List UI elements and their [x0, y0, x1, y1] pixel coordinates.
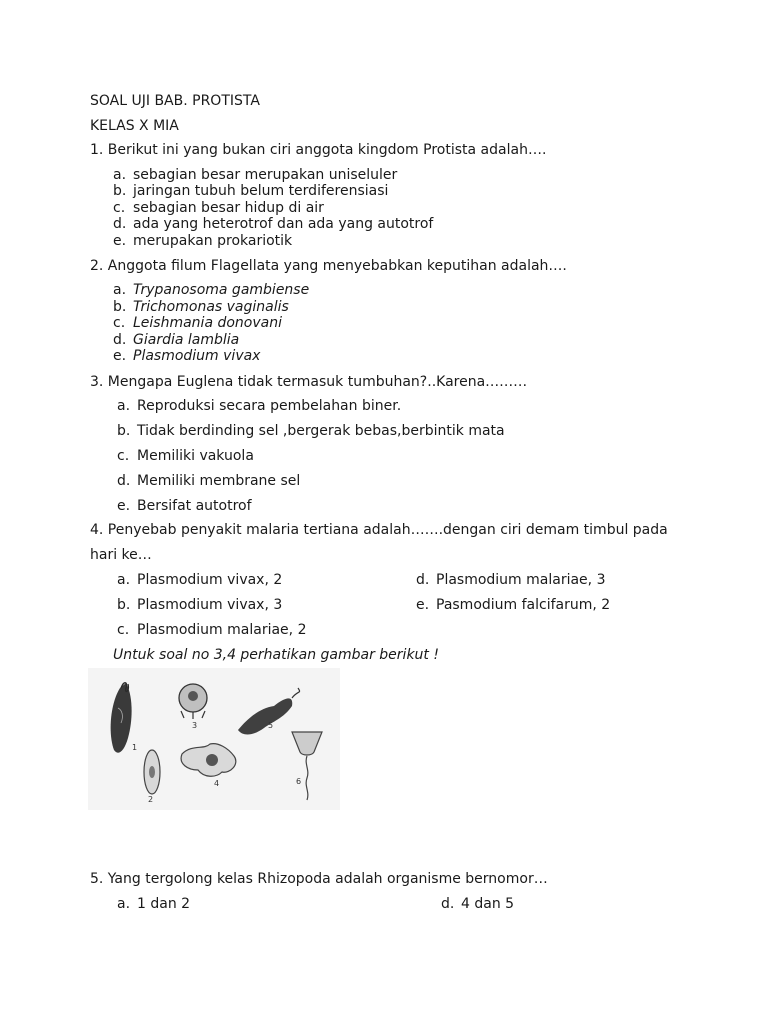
q1-option-e: e. merupakan prokariotik: [113, 233, 293, 249]
question-3: 3. Mengapa Euglena tidak termasuk tumbuhan?..Karena………: [90, 374, 528, 390]
q3-option-c: c. Memiliki vakuola: [117, 448, 254, 464]
q4-option-a: a. Plasmodium vivax, 2: [117, 572, 283, 588]
label-2: 2: [148, 795, 154, 804]
q2-option-b: b. Trichomonas vaginalis: [113, 299, 289, 315]
q4-option-b: b. Plasmodium vivax, 3: [117, 597, 283, 613]
label-6: 6: [296, 777, 302, 786]
q3-option-a: a. Reproduksi secara pembelahan biner.: [117, 398, 402, 414]
q2-option-d: d. Giardia lamblia: [113, 332, 240, 348]
question-4-line-1: 4. Penyebab penyakit malaria tertiana adalah…….dengan ciri demam timbul pada: [90, 522, 668, 538]
label-5: 5: [268, 721, 274, 730]
q3-option-e: e. Bersifat autotrof: [117, 498, 252, 514]
q3-option-d: d. Memiliki membrane sel: [117, 473, 301, 489]
question-1: 1. Berikut ini yang bukan ciri anggota kingdom Protista adalah….: [90, 142, 547, 158]
q1-option-b: b. jaringan tubuh belum terdiferensiasi: [113, 183, 389, 199]
class-label: KELAS X MIA: [90, 118, 179, 134]
organism-3-image: [179, 684, 207, 719]
organism-1-image: [111, 683, 132, 753]
q4-option-c: c. Plasmodium malariae, 2: [117, 622, 307, 638]
q2-option-e: e. Plasmodium vivax: [113, 348, 261, 364]
organism-6-image: [292, 732, 322, 800]
protista-illustration: [88, 668, 340, 810]
question-2: 2. Anggota filum Flagellata yang menyebabkan keputihan adalah….: [90, 258, 567, 274]
q4-option-e: e. Pasmodium falcifarum, 2: [416, 597, 611, 613]
label-3: 3: [192, 721, 198, 730]
q4-option-d: d. Plasmodium malariae, 3: [416, 572, 606, 588]
organism-4-image: [181, 744, 236, 777]
q2-option-a: a. Trypanosoma gambiense: [113, 282, 310, 298]
protista-figure: [88, 668, 340, 810]
organism-2-image: [144, 750, 160, 794]
q5-option-d: d. 4 dan 5: [441, 896, 515, 912]
label-4: 4: [214, 779, 220, 788]
document-title: SOAL UJI BAB. PROTISTA: [90, 93, 260, 109]
figure-instruction: Untuk soal no 3,4 perhatikan gambar berikut !: [113, 647, 439, 663]
q3-option-b: b. Tidak berdinding sel ,bergerak bebas,berbintik mata: [117, 423, 505, 439]
q5-option-a: a. 1 dan 2: [117, 896, 191, 912]
question-5: 5. Yang tergolong kelas Rhizopoda adalah organisme bernomor…: [90, 871, 548, 887]
q2-option-c: c. Leishmania donovani: [113, 315, 282, 331]
question-4-line-2: hari ke…: [90, 547, 152, 563]
q1-option-c: c. sebagian besar hidup di air: [113, 200, 324, 216]
label-1: 1: [132, 743, 138, 752]
q1-option-a: a. sebagian besar merupakan uniseluler: [113, 167, 398, 183]
q1-option-d: d. ada yang heterotrof dan ada yang autotrof: [113, 216, 434, 232]
